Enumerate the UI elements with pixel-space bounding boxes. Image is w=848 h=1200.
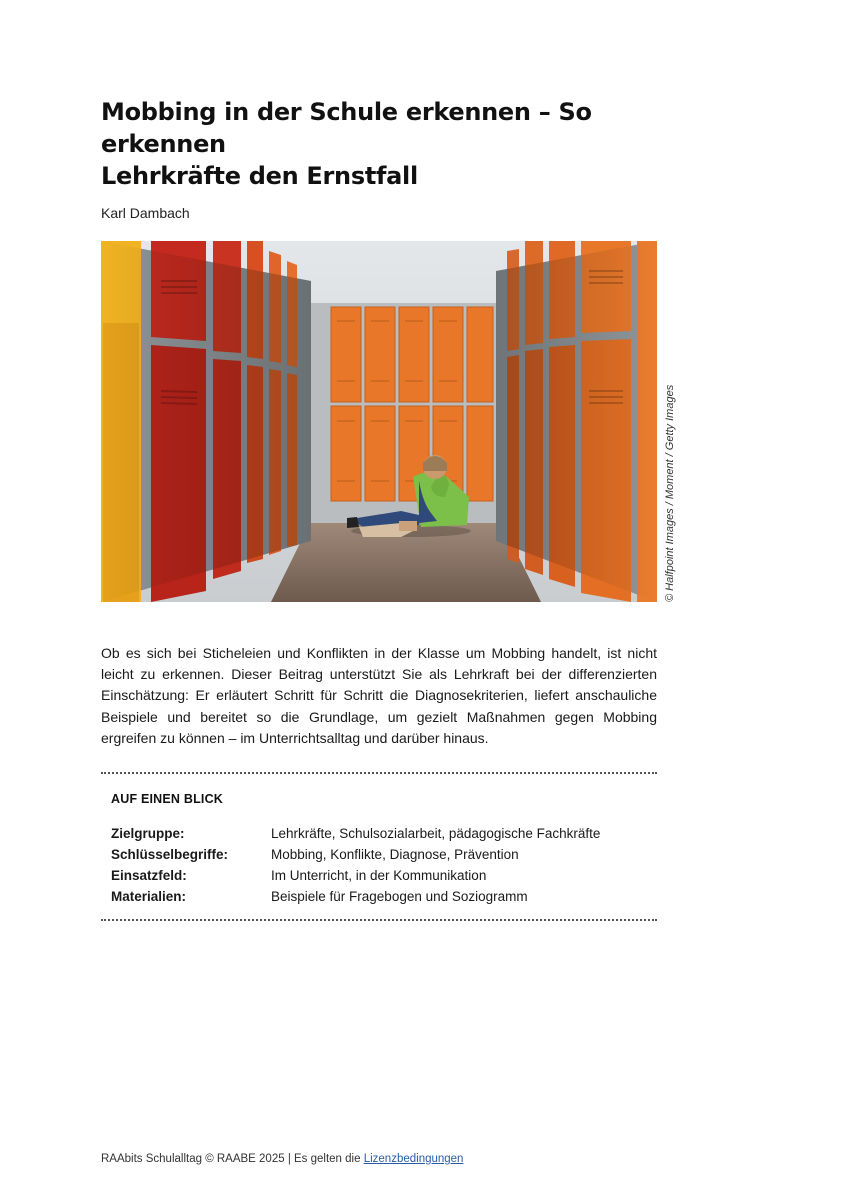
footer-text: RAAbits Schulalltag © RAABE 2025 | Es gelten die [101, 1153, 361, 1165]
at-a-glance-heading: AUF EINEN BLICK [111, 792, 224, 806]
dotted-divider-top [101, 772, 657, 774]
license-link[interactable]: Lizenzbedingungen [363, 1153, 464, 1165]
page-title [101, 96, 701, 192]
glance-label: Zielgruppe: [111, 826, 185, 841]
glance-row [111, 823, 651, 844]
glance-value: Lehrkräfte, Schulsozialarbeit, pädagogische Fachkräfte [271, 826, 601, 841]
intro-paragraph: Ob es sich bei Sticheleien und Konflikten in der Klasse um Mobbing handelt, ist nicht leicht zu erkennen. Dieser Beitrag unterstützt Sie als Lehrkraft bei der differenzierten Einschätzung: Er erläutert Schritt für Schritt die Diagnosekriterien, liefert anschauliche Beispiele und bereitet so die Grundlage, um gezielt Maßnahmen gegen Mobbing ergreifen zu können – im Unterrichtsalltag und darüber hinaus. [101, 645, 657, 746]
glance-label: Schlüsselbegriffe: [111, 847, 229, 862]
glance-row [111, 886, 651, 907]
locker-room-illustration [101, 241, 657, 602]
dotted-divider-bottom [101, 919, 657, 921]
glance-value: Mobbing, Konflikte, Diagnose, Prävention [271, 847, 519, 862]
glance-value: Im Unterricht, in der Kommunikation [271, 868, 487, 883]
page-footer [101, 1151, 463, 1167]
photo-credit: © Halfpoint Images / Moment / Getty Images [664, 384, 676, 602]
glance-label: Materialien: [111, 889, 187, 904]
glance-value: Beispiele für Fragebogen und Soziogramm [271, 889, 528, 904]
title-line-2: Lehrkräfte den Ernstfall [101, 162, 418, 190]
glance-row [111, 865, 651, 886]
title-line-1: Mobbing in der Schule erkennen – So erkennen [101, 98, 592, 158]
glance-row [111, 844, 651, 865]
author-name: Karl Dambach [101, 205, 190, 221]
glance-label: Einsatzfeld: [111, 868, 187, 883]
cover-photo [101, 241, 657, 602]
at-a-glance-table [111, 823, 651, 907]
